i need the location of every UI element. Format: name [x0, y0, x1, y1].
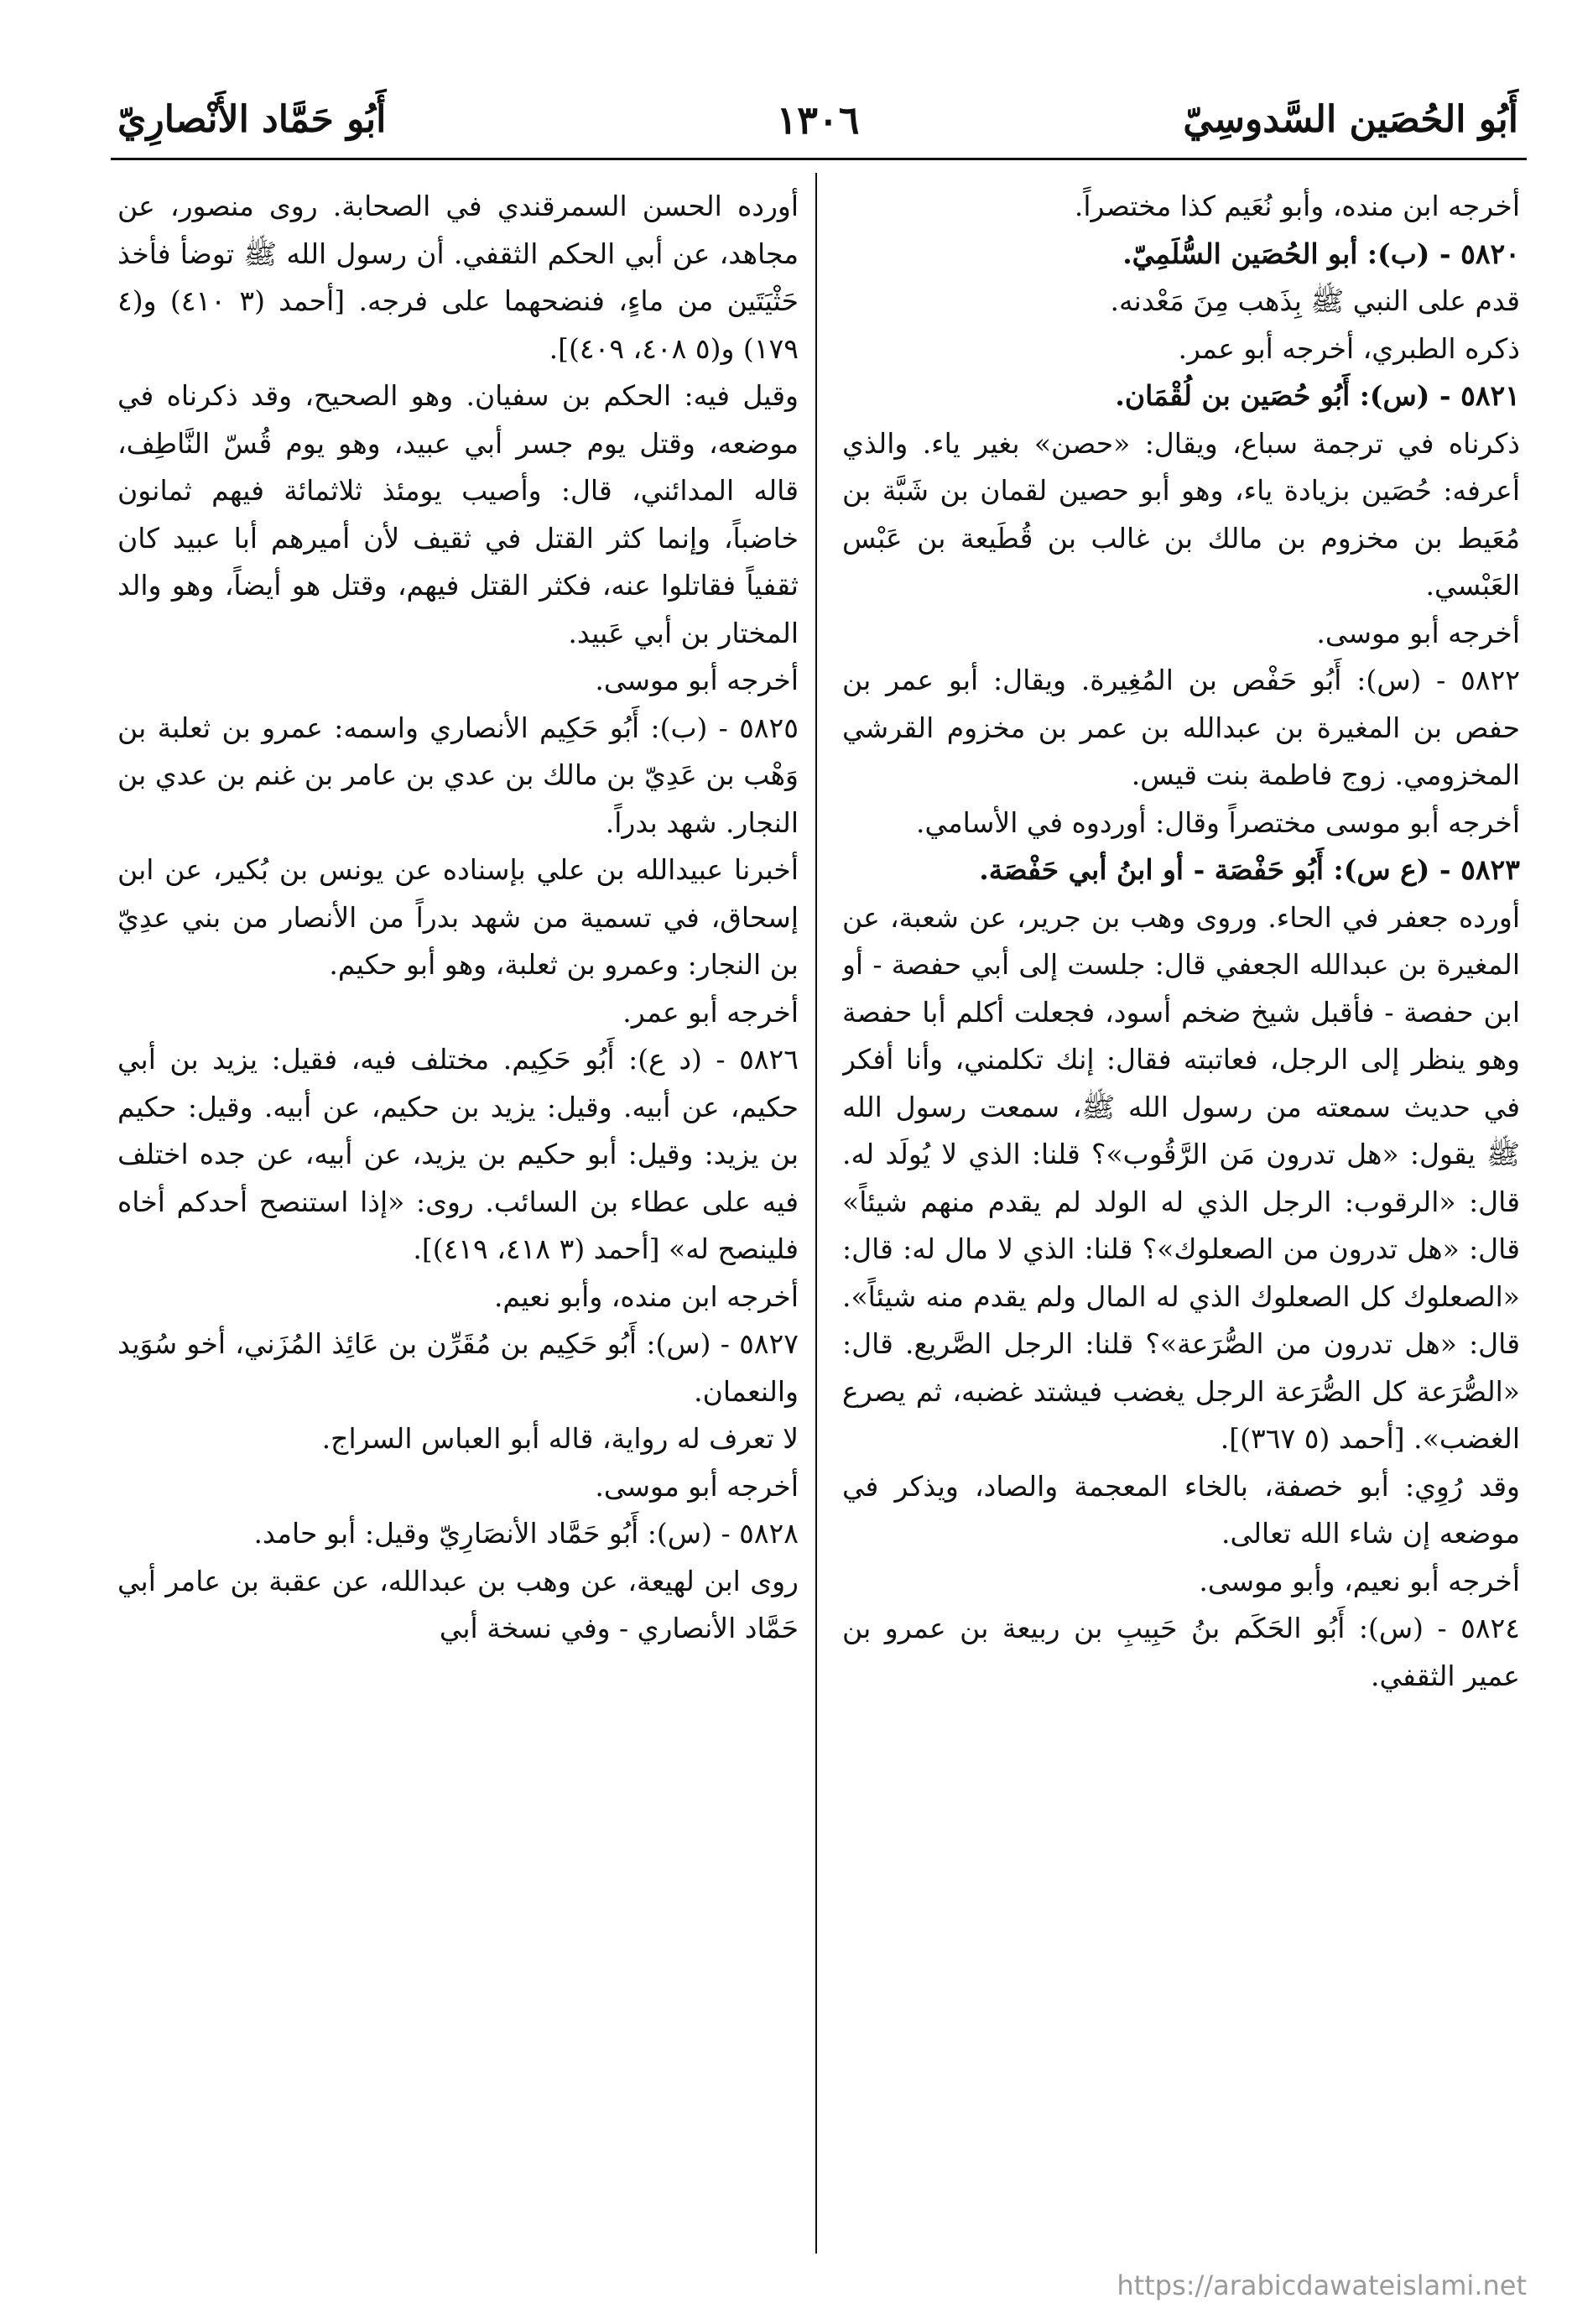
paragraph: أخرجه أبو موسى مختصراً وقال: أوردوه في الأسامي. [916, 805, 1520, 839]
paragraph: أخرجه ابن منده، وأبو نُعَيم كذا مختصراً. [1074, 190, 1520, 222]
paragraph: أخرجه أبو موسى. [595, 664, 799, 696]
paragraph: روى ابن لهيعة، عن وهب بن عبدالله، عن عقبة بن عامر أبي حَمَّاد الأنصاري - وفي نسخة أبي [117, 1564, 799, 1644]
paragraph: أخرجه أبو نعيم، وأبو موسى. [1199, 1564, 1520, 1597]
paragraph: أورده الحسن السمرقندي في الصحابة. روى منصور، عن مجاهد، عن أبي الحكم الثقفي. أن رسول الله ﷺ توضأ فأخذ حَثْيَتَين من ماءٍ، فنضحهما على فرجه. [أحمد (٣ ٤١٠) و(٤ ١٧٩) و(٥ ٤٠٨، ٤٠٩)]. [117, 190, 799, 365]
paragraph: ذكره الطبري، أخرجه أبو عمر. [1178, 331, 1520, 365]
entry-heading: ٥٨٢١ - (س): أَبُو حُصَين بن لُقْمَان. [1115, 379, 1520, 412]
entry-paragraph: ٥٨٢٢ - (س): أَبُو حَفْص بن المُغِيرة. ويقال: أبو عمر بن حفص بن المغيرة بن عبدالله بن عمر بن مخزوم القرشي المخزومي. زوج فاطمة بنت قيس. [842, 664, 1520, 791]
entry-paragraph: ٥٨٢٤ - (س): أَبُو الحَكَم بنُ حَبِيبِ بن ربيعة بن عمرو بن عمير الثقفي. [842, 1612, 1520, 1692]
paragraph: وقد رُوِي: أبو خصفة، بالخاء المعجمة والصاد، ويذكر في موضعه إن شاء الله تعالى. [842, 1469, 1520, 1550]
paragraph: وقيل فيه: الحكم بن سفيان. وهو الصحيح، وقد ذكرناه في موضعه، وقتل يوم جسر أبي عبيد، وهو يوم قُسّ النَّاطِف، قاله المدائني، قال: وأصيب يومئذ ثلاثمائة فيهم ثمانون خاضباً، وإنما كثر القتل في ثقيف لأن أميرهم أبا عبيد كان ثقفياً فقاتلوا عنه، فكثر القتل فيهم، وقتل هو أيضاً، وهو والد المختار بن أبي عَبيد. [117, 379, 799, 649]
entry-paragraph: ٥٨٢٦ - (د ع): أَبُو حَكِيم. مختلف فيه، فقيل: يزيد بن أبي حكيم، عن أبيه. وقيل: يزيد بن حكيم، عن أبيه. وقيل: حكيم بن يزيد: وقيل: أبو حكيم بن يزيد، عن أبيه، عن جده اختلف فيه على عطاء بن السائب. روى: «إذا استنصح أحدكم أخاه فلينصح له» [أحمد (٣ ٤١٨، ٤١٩)]. [117, 1043, 799, 1265]
paragraph: أخرجه أبو موسى. [595, 1469, 799, 1503]
entry-paragraph: ٥٨٢٧ - (س): أَبُو حَكِيم بن مُقَرِّن بن عَائِذ المُزَني، أخو سُوَيد والنعمان. [117, 1327, 799, 1408]
running-head [117, 91, 1518, 149]
column-divider [815, 173, 817, 2254]
entry-paragraph: ٥٨٢٥ - (ب): أَبُو حَكِيم الأنصاري واسمه: عمرو بن ثعلبة بن وَهْب بن عَدِيّ بن مالك بن عدي بن عامر بن غنم بن عدي بن النجار. شهد بدراً. [117, 711, 799, 839]
running-title-right: أَبُو الحُصَين السَّدوسِيّ [1183, 98, 1518, 141]
right-column [842, 183, 1520, 2255]
entry-heading: ٥٨٢٠ - (ب): أبو الحُصَين السُّلَمِيّ. [1122, 237, 1520, 270]
left-column [117, 183, 799, 2255]
paragraph: ذكرناه في ترجمة سباع، ويقال: «حصن» بغير ياء. والذي أعرفه: حُصَين بزيادة ياء، وهو أبو حصين لقمان بن شَبَّة بن مُعَيط بن مخزوم بن مالك بن غالب بن قُطَيعة بن عَبْس العَبْسي. [842, 426, 1520, 602]
paragraph: أخرجه أبو عمر. [622, 995, 799, 1029]
site-watermark: https://arabicdawateislami.net [1117, 2269, 1527, 2301]
paragraph: لا تعرف له رواية، قاله أبو العباس السراج. [321, 1422, 799, 1455]
paragraph: أخبرنا عبيدالله بن علي بإسناده عن يونس بن بُكير، عن ابن إسحاق، في تسمية من شهد بدراً من الأنصار من بني عدِيّ بن النجار: وعمرو بن ثعلبة، وهو أبو حكيم. [117, 853, 799, 981]
paragraph: قدم على النبي ﷺ بِذَهب مِنَ مَعْدنه. [1110, 284, 1520, 317]
entry-paragraph: ٥٨٢٨ - (س): أَبُو حَمَّاد الأنصَارِيّ وقيل: أبو حامد. [253, 1517, 799, 1550]
page-number: ١٣٠٦ [776, 97, 860, 143]
paragraph: أخرجه أبو موسى. [1316, 616, 1520, 649]
paragraph: أورده جعفر في الحاء. وروى وهب بن جرير، عن شعبة، عن المغيرة بن عبدالله الجعفي قال: جلست إلى أبي حفصة - أو ابن حفصة - فأقبل شيخ ضخم أسود، فجعلت أكلم أبا حفصة وهو ينظر إلى الرجل، فعاتبته فقال: إنك تكلمني، وأنا أفكر في حديث سمعته من رسول الله ﷺ، سمعت رسول الله ﷺ يقول: «هل تدرون مَن الرَّقُوب»؟ قلنا: الذي لا يُولَد له. قال: «الرقوب: الرجل الذي له الولد لم يقدم منهم شيئاً» قال: «هل تدرون من الصعلوك»؟ قلنا: الذي لا مال له: قال: «الصعلوك كل الصعلوك الذي له المال ولم يقدم منه شيئاً». قال: «هل تدرون من الصُّرَعة»؟ قلنا: الرجل الصَّريع. قال: «الصُّرَعة كل الصُّرَعة الرجل يغضب فيشتد غضبه، ثم يصرع الغضب». [أحمد (٥ ٣٦٧)]. [842, 900, 1520, 1455]
running-title-left: أَبُو حَمَّاد الأَنْصارِيّ [117, 98, 387, 141]
header-rule [111, 158, 1527, 160]
entry-heading: ٥٨٢٣ - (ع س): أَبُو حَفْصَة - أو ابنُ أبي حَفْصَة. [979, 853, 1520, 886]
paragraph: أخرجه ابن منده، وأبو نعيم. [493, 1279, 799, 1313]
